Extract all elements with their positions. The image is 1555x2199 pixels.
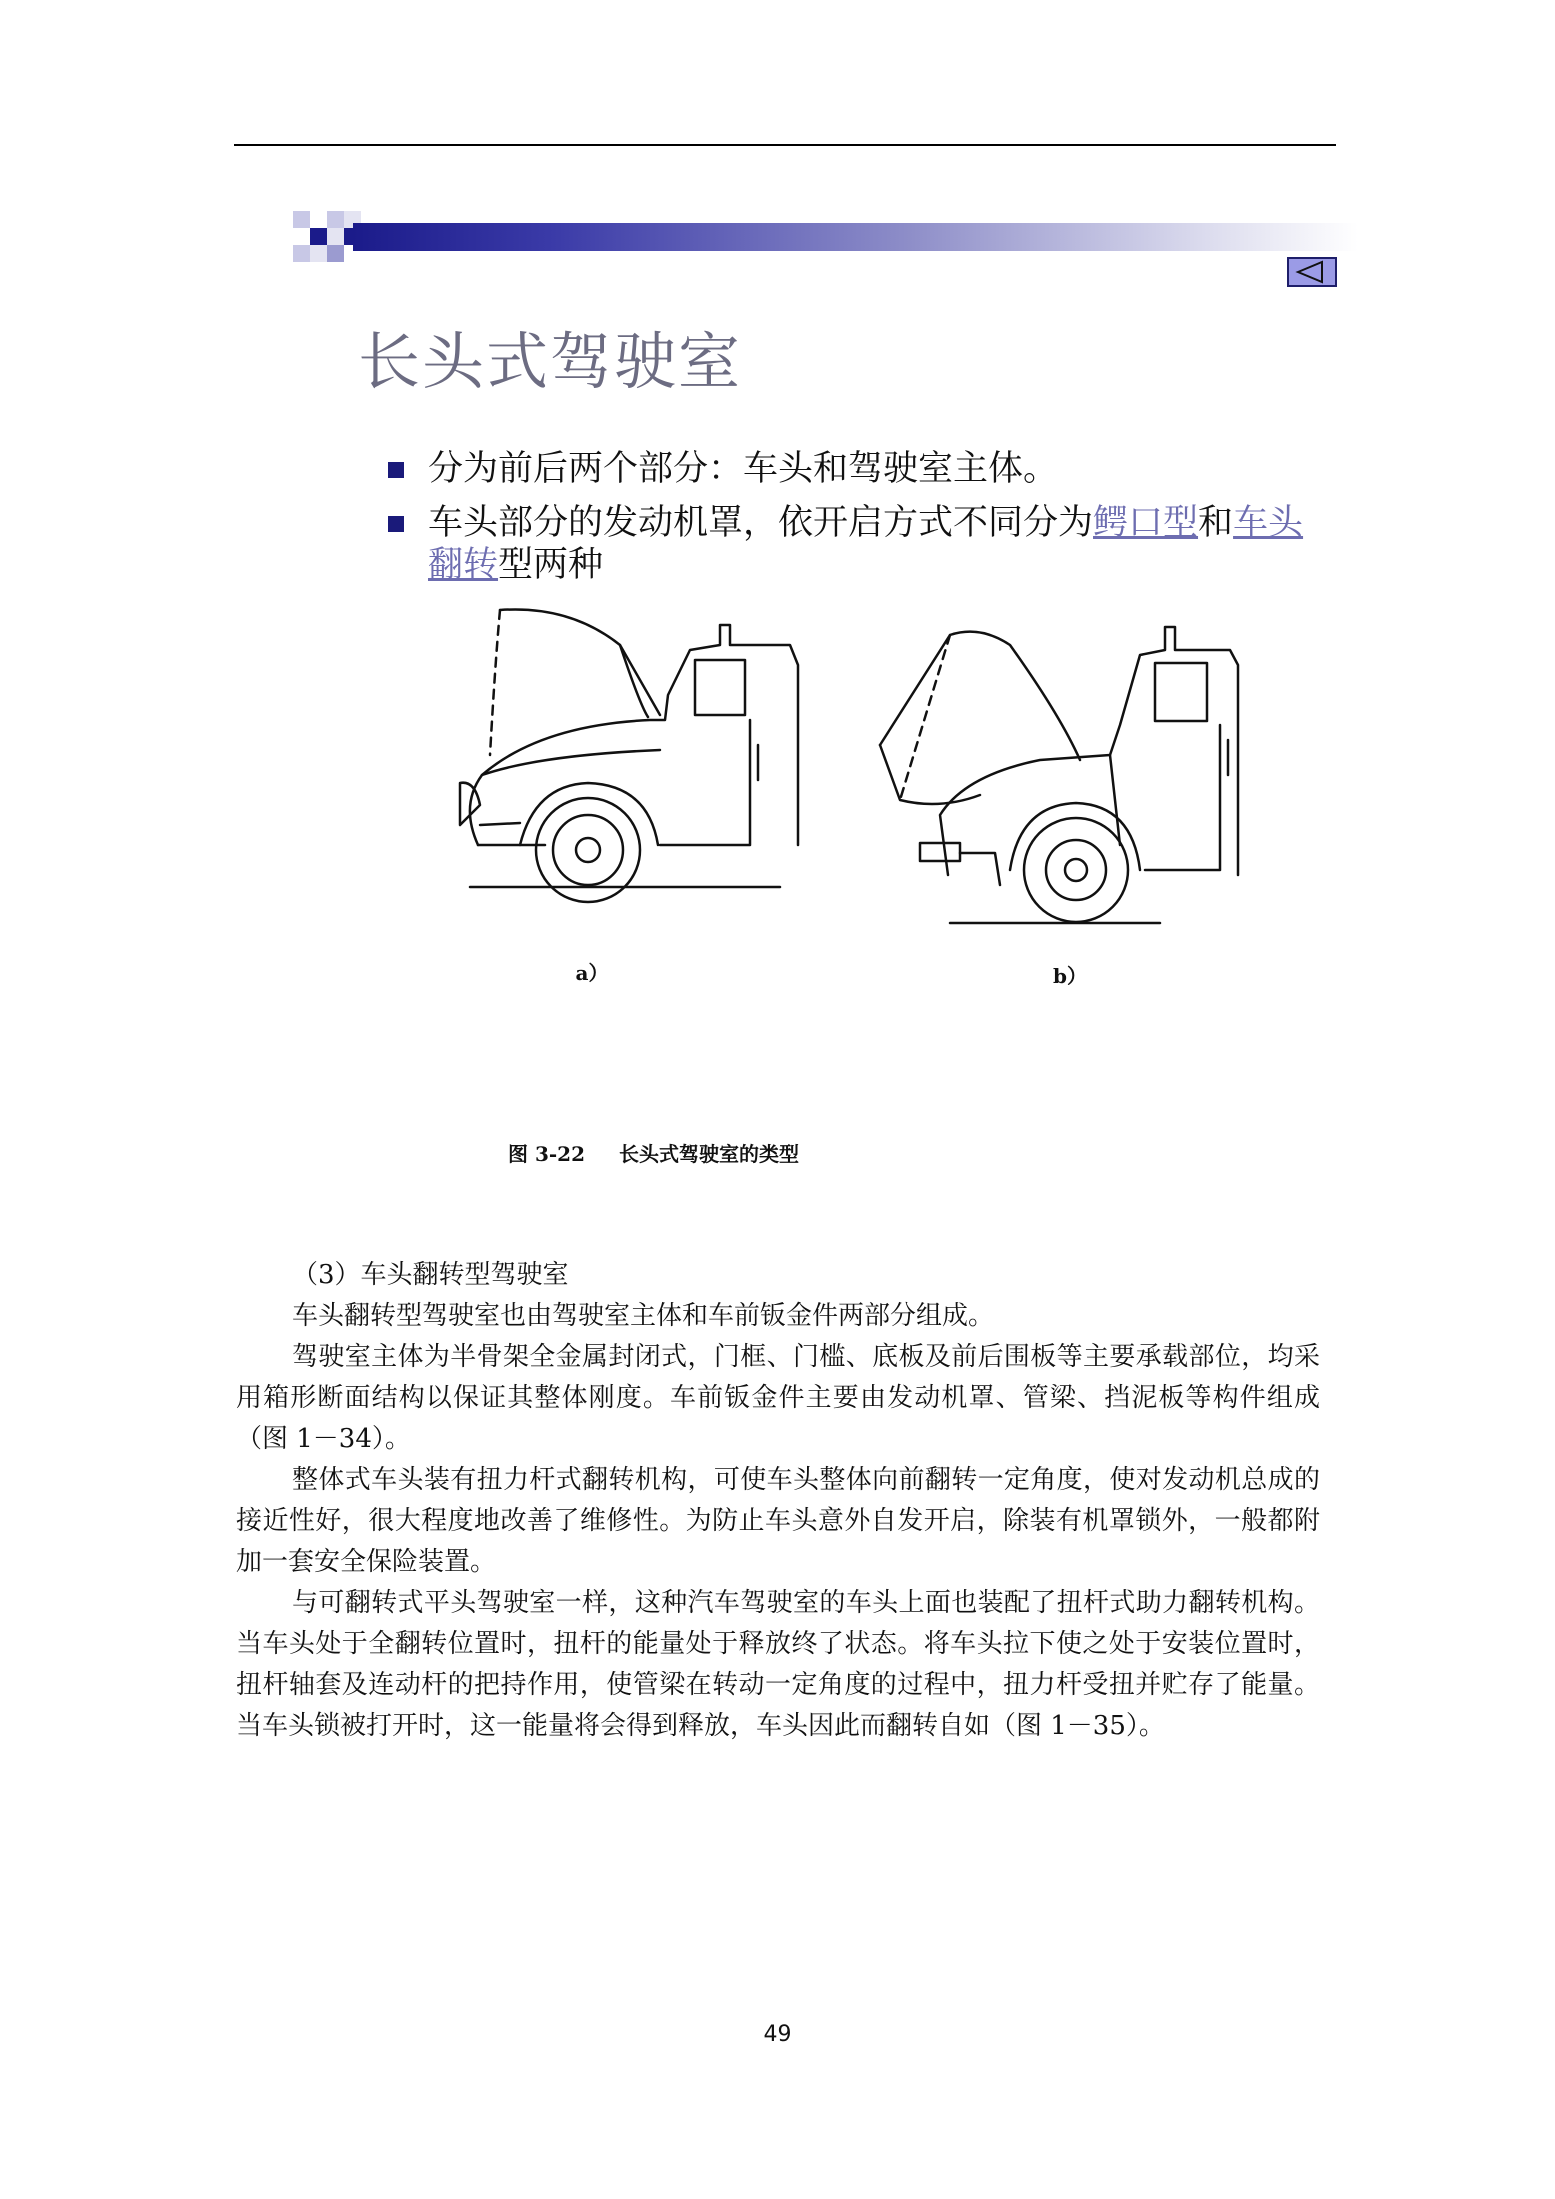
link-tilt-hood[interactable]: 车头翻转 [428,503,1304,585]
bullet-square-icon [388,462,404,478]
bullet-square-icon [388,516,404,532]
paragraph: 车头翻转型驾驶室也由驾驶室主体和车前钣金件两部分组成。 [292,1301,995,1331]
truck-a-illustration [460,609,798,902]
back-button[interactable] [1287,257,1337,287]
paragraph: 与可翻转式平头驾驶室一样，这种汽车驾驶室的车头上面也装配了扭杆式助力翻转机构。当车头处于全翻转位置时，扭杆的能量处于释放终了状态。将车头拉下使之处于安装位置时，扭杆轴套及连动杆的把持作用，使管梁在转动一定角度的过程中，扭力杆受扭并贮存了能量。当车头锁被打开时，这一能量将会得到释放，车头因此而翻转自如（图 1－35）。 [236,1588,1320,1741]
truck-b-illustration [880,627,1238,923]
figure-label-a: a） [575,961,609,985]
figure-caption-text: 长头式驾驶室的类型 [619,1142,800,1166]
paragraph: 驾驶室主体为半骨架全金属封闭式，门框、门槛、底板及前后围板等主要承载部位，均采用箱形断面结构以保证其整体刚度。车前钣金件主要由发动机罩、管梁、挡泥板等构件组成（图 1－34）。 [236,1342,1320,1454]
body-text [236,1255,1320,1747]
bullet-item: 车头部分的发动机罩，依开启方式不同分为鳄口型和车头翻转型两种 [388,502,1318,586]
section-heading: （3）车头翻转型驾驶室 [292,1260,569,1290]
figure-label-b: b） [1053,964,1087,985]
page-number: 49 [763,2022,792,2047]
paragraph: 整体式车头装有扭力杆式翻转机构，可使车头整体向前翻转一定角度，使对发动机总成的接近性好，很大程度地改善了维修性。为防止车头意外自发开启，除装有机罩锁外，一般都附加一套安全保险装置。 [236,1465,1320,1577]
bullet-item: 分为前后两个部分：车头和驾驶室主体。 [388,448,1318,490]
figure-caption-number: 图 3-22 [508,1142,586,1166]
title-banner [293,211,1358,263]
link-crocodile-type[interactable]: 鳄口型 [1093,503,1199,543]
triangle-left-icon [1289,259,1335,285]
slide-title: 长头式驾驶室 [358,325,743,398]
truck-figure [420,605,1280,985]
figure-caption [508,1138,833,1167]
header-rule [234,144,1336,146]
bullet-list [388,448,1318,598]
